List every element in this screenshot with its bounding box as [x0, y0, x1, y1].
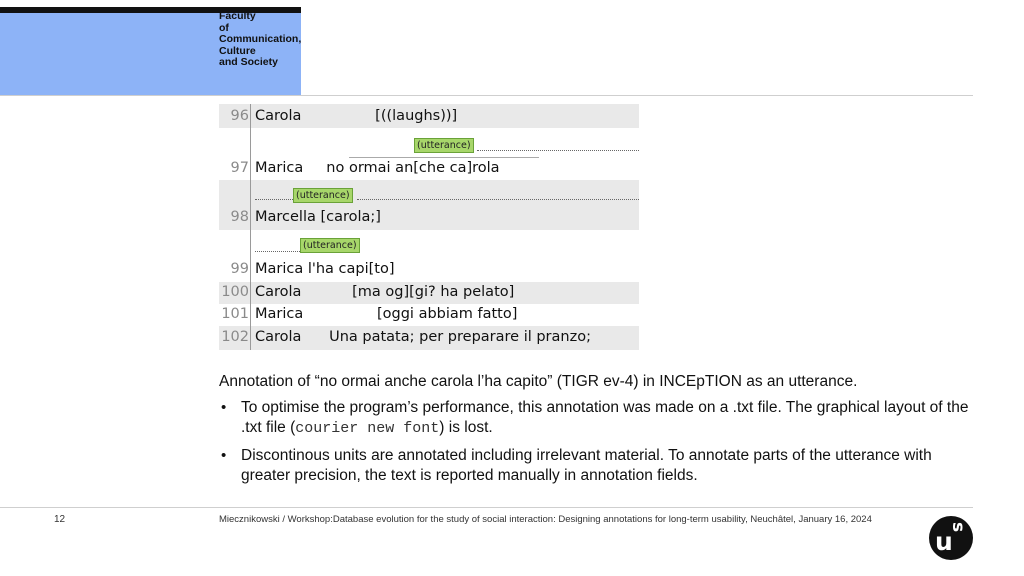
annotation-span-line — [255, 199, 293, 200]
line-text: Carola Una patata; per preparare il pranzo; — [255, 329, 591, 345]
bullet-text: Discontinous units are annotated including irrelevant material. To annotate parts of the utterance with greater precision, the text is reported manually in annotation fields. — [241, 447, 932, 484]
annotation-span-line — [357, 199, 639, 200]
annotation-span-line — [255, 251, 300, 252]
faculty-line: of — [219, 21, 229, 34]
line-number: 96 — [230, 108, 249, 124]
bullet-text: ) is lost. — [439, 419, 493, 436]
utterance-annotation-tag[interactable]: (utterance) — [300, 238, 360, 253]
bullet-list — [219, 398, 979, 493]
bullet-icon: • — [221, 447, 227, 464]
line-number: 99 — [230, 261, 249, 277]
line-number: 102 — [221, 329, 249, 345]
utterance-annotation-tag[interactable]: (utterance) — [293, 188, 353, 203]
line-text: Marica [oggi abbiam fatto] — [255, 306, 518, 322]
line-number: 98 — [230, 209, 249, 225]
utterance-annotation-tag[interactable]: (utterance) — [414, 138, 474, 153]
line-text: Carola [ma og][gi? ha pelato] — [255, 284, 515, 300]
figure-caption: Annotation of “no ormai anche carola l’ha capito” (TIGR ev-4) in INCEpTION as an utterance. — [219, 373, 858, 390]
bullet-mono-text: courier new font — [295, 420, 440, 437]
bullet-text: To optimise the program’s performance, this annotation was made on a .txt file. The graphical layout of the .txt file ( — [241, 399, 969, 436]
line-text: Marica no ormai an[che ca]rola — [255, 160, 500, 176]
line-number: 101 — [221, 306, 249, 322]
line-number: 97 — [230, 160, 249, 176]
annotation-span-underline — [349, 157, 539, 158]
bullet-item — [219, 446, 979, 486]
inception-transcript-screenshot — [219, 104, 639, 350]
page-number: 12 — [54, 514, 66, 525]
faculty-line: and Society — [219, 56, 278, 68]
transcript-row — [219, 230, 639, 282]
line-text: Carola [((laughs))] — [255, 108, 458, 124]
footer-divider — [0, 507, 973, 508]
transcript-row — [219, 104, 639, 128]
annotation-span-line — [477, 150, 639, 151]
transcript-row — [219, 326, 639, 350]
transcript-row — [219, 180, 639, 230]
transcript-row — [219, 304, 639, 326]
faculty-line: Culture — [219, 44, 256, 57]
transcript-row — [219, 128, 639, 180]
bullet-item — [219, 398, 979, 439]
logo-letter: s — [948, 521, 969, 533]
line-text: Marica l'ha capi[to] — [255, 261, 395, 277]
faculty-line: Faculty — [219, 10, 256, 22]
university-logo — [929, 516, 973, 560]
bullet-icon: • — [221, 399, 227, 416]
line-number: 100 — [221, 284, 249, 300]
transcript-row — [219, 282, 639, 304]
footer-text: Miecznikowski / Workshop:Database evolution for the study of social interaction: Designing annotations for long-term usability, Neuchâtel, January 16, 2024 — [219, 514, 872, 525]
faculty-name — [219, 11, 301, 69]
line-text: Marcella [carola;] — [255, 209, 381, 225]
logo-letter: u — [935, 527, 953, 556]
header-divider — [0, 95, 973, 96]
faculty-line: Communication, — [219, 33, 302, 45]
